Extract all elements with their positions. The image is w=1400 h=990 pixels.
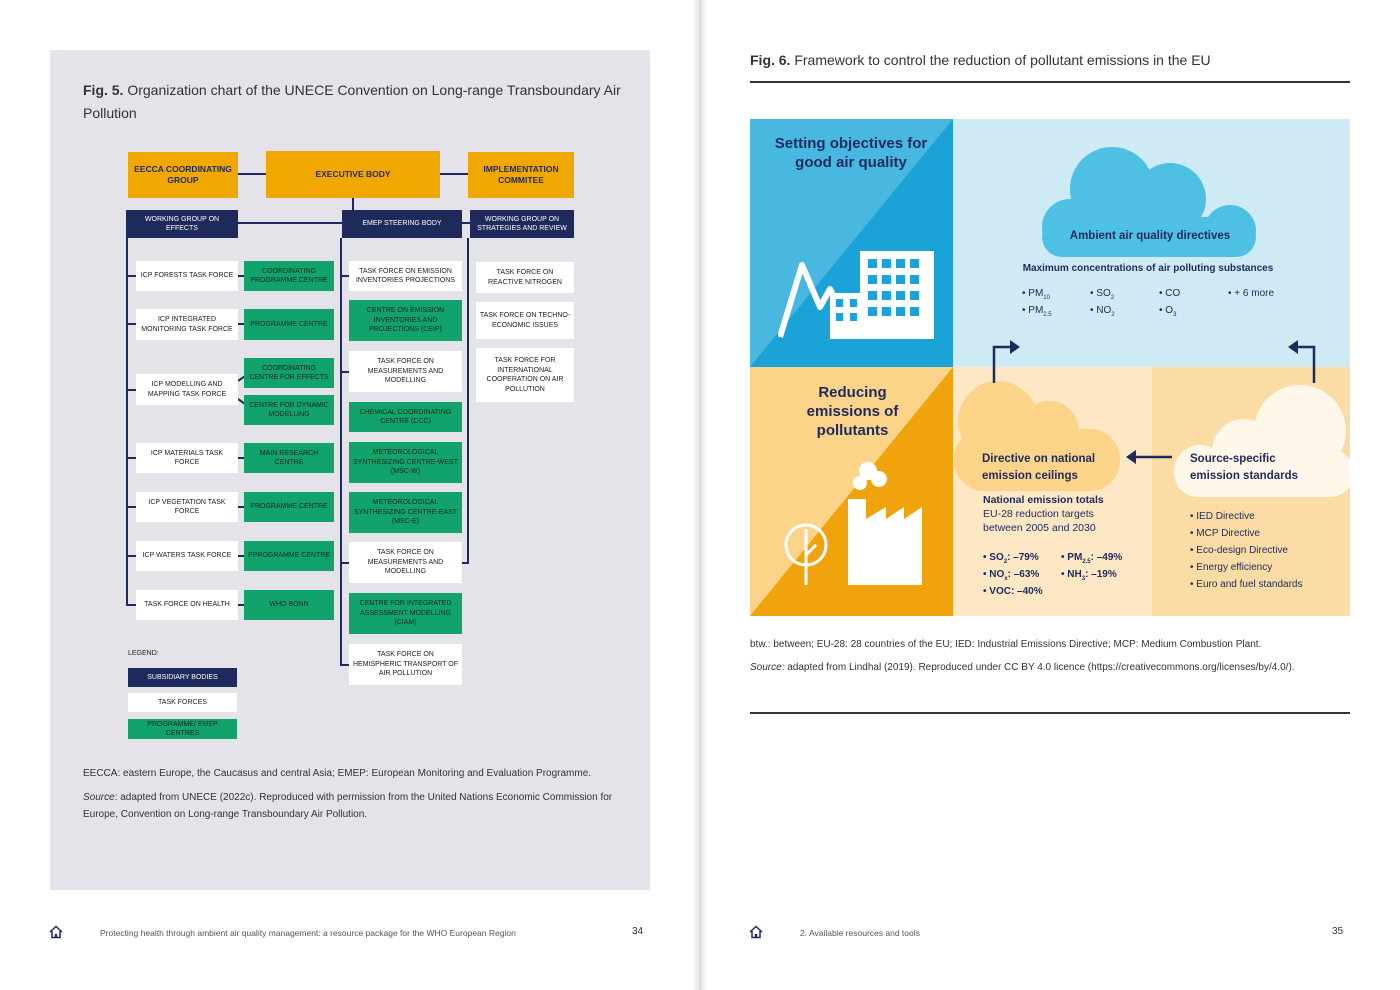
target-pm25: • $PM_{2.5}$: –49% bbox=[1061, 552, 1123, 565]
connector-line bbox=[462, 562, 469, 564]
pollutant-sub: 2.5 bbox=[1043, 312, 1052, 318]
figure-5-caption: Organization chart of the UNECE Convention on Long-range Transboundary Air Pollution bbox=[83, 82, 621, 121]
standard-text: Euro and fuel standards bbox=[1196, 579, 1303, 590]
connector-line bbox=[340, 664, 349, 666]
task-force-box: ICP MODELLING AND MAPPING TASK FORCE bbox=[136, 374, 238, 405]
standard-item: • MCP Directive bbox=[1190, 528, 1260, 539]
implementation-committee-box: IMPLEMENTATION COMMITEE bbox=[468, 152, 574, 198]
standard-item: • Energy efficiency bbox=[1190, 562, 1273, 573]
working-group-on-effects-box: WORKING GROUP ON EFFECTS bbox=[126, 210, 238, 238]
standard-text: MCP Directive bbox=[1196, 528, 1260, 539]
target-text: PM bbox=[1067, 552, 1083, 563]
standard-item: • Eco-design Directive bbox=[1190, 545, 1288, 556]
left-page-number: 34 bbox=[632, 926, 644, 937]
programme-centre-box: COORDINATING CENTRE FOR EFFECTS bbox=[244, 358, 334, 388]
programme-centre-box: PPROGRAMME CENTRE bbox=[244, 541, 334, 571]
connector-line bbox=[126, 604, 136, 606]
source-specific-label: Source-specific emission standards bbox=[1190, 453, 1299, 482]
home-icon[interactable] bbox=[749, 925, 763, 939]
pollutant-text: SO bbox=[1096, 288, 1111, 299]
ambient-directives-label: Ambient air quality directives bbox=[1069, 230, 1231, 242]
task-force-box: ICP INTEGRATED MONITORING TASK FORCE bbox=[136, 309, 238, 340]
top-rule bbox=[750, 81, 1350, 83]
pollutant-text: CO bbox=[1165, 288, 1181, 299]
connector-line bbox=[462, 222, 470, 224]
connector-line bbox=[126, 238, 128, 606]
arrow-icon bbox=[1124, 447, 1174, 467]
pollutant-sub: 2 bbox=[1111, 312, 1115, 318]
pollutant-pm10: • $PM_{10}$ bbox=[1022, 288, 1050, 301]
executive-body-box: EXECUTIVE BODY bbox=[266, 151, 440, 198]
task-force-box: ICP WATERS TASK FORCE bbox=[136, 541, 238, 571]
figure-6-title bbox=[750, 49, 1350, 72]
left-footer-text: Protecting health through ambient air quality management: a resource package for the WHO European Region bbox=[100, 928, 516, 938]
programme-centre-box: COORDINATING PROGRAMME CENTRE bbox=[244, 261, 334, 291]
eecca-coordinating-group-box: EECCA COORDINATING GROUP bbox=[128, 152, 238, 198]
wgsr-task-force-box: TASK FORCE ON REACTIVE NITROGEN bbox=[476, 262, 574, 293]
max-concentrations-label: Maximum concentrations of air polluting substances bbox=[1022, 263, 1274, 274]
pollutant-sub: 10 bbox=[1043, 295, 1050, 301]
target-nox: • $NO_x$: –63% bbox=[983, 569, 1040, 582]
connector-line bbox=[126, 323, 136, 325]
target-sub: 3 bbox=[1081, 576, 1086, 582]
legend-task-forces: TASK FORCES bbox=[128, 693, 237, 712]
pollutant-more: • + 6 more bbox=[1228, 288, 1275, 299]
target-sub: 2.5 bbox=[1082, 559, 1091, 565]
pollutant-text: PM bbox=[1028, 305, 1044, 316]
figure-6-label: Fig. 6. bbox=[750, 52, 791, 68]
emep-item-box: TASK FORCE ON MEASUREMENTS AND MODELLING bbox=[349, 542, 462, 583]
wgsr-task-force-box: TASK FORCE FOR INTERNATIONAL COOPERATION ON AIR POLLUTION bbox=[476, 348, 574, 402]
task-force-box: ICP FORESTS TASK FORCE bbox=[136, 261, 238, 291]
national-ceilings-label: Directive on national emission ceilings bbox=[982, 453, 1096, 482]
source-text: : adapted from UNECE (2022c). Reproduced with permission from the United Nations Economic Commission for Europe, Convention on Long-range Transboundary Air Pollution. bbox=[83, 792, 613, 820]
legend-subsidiary-bodies: SUBSIDIARY BODIES bbox=[128, 668, 237, 687]
target-text: VOC: –40% bbox=[989, 586, 1043, 597]
emep-item-box: TASK FORCE ON EMISSION INVENTORIES PROJECTIONS bbox=[349, 261, 462, 291]
target-nh3: • $NH_3$: –19% bbox=[1061, 569, 1117, 582]
right-page-number: 35 bbox=[1332, 926, 1344, 937]
target-value: : –49% bbox=[1090, 552, 1123, 563]
target-text: NO bbox=[989, 569, 1005, 580]
connector-line bbox=[352, 197, 354, 211]
home-icon[interactable] bbox=[49, 925, 63, 939]
connector-line bbox=[126, 555, 136, 557]
pollutant-text: O bbox=[1165, 305, 1174, 316]
source-label: Source bbox=[83, 792, 115, 803]
connector-line bbox=[126, 275, 136, 277]
source-label: Source bbox=[750, 662, 782, 673]
national-totals-label: National emission totals bbox=[983, 494, 1104, 506]
programme-centre-box: WHO BONN bbox=[244, 590, 334, 620]
programme-centre-box: PROGRAMME CENTRE bbox=[244, 309, 334, 340]
figure-6-infographic bbox=[750, 119, 1350, 616]
city-icon bbox=[778, 247, 938, 343]
connector-line bbox=[467, 238, 469, 564]
standard-text: Eco-design Directive bbox=[1196, 545, 1288, 556]
source-text: : adapted from Lindhal (2019). Reproduced under CC BY 4.0 licence (https://creativecommons.org/licenses/by/4.0/). bbox=[781, 662, 1295, 673]
connector-line bbox=[340, 562, 349, 564]
connector-line bbox=[126, 457, 136, 459]
programme-centre-box: PROGRAMME CENTRE bbox=[244, 492, 334, 522]
emep-item-box: TASK FORCE ON MEASUREMENTS AND MODELLING bbox=[349, 351, 462, 392]
emep-item-box: CHEMICAL COORDINATING CENTRE (CCC) bbox=[349, 402, 462, 432]
book-gutter bbox=[692, 0, 708, 990]
arrow-icon bbox=[1284, 337, 1324, 385]
right-footer-text: 2. Available resources and tools bbox=[800, 928, 920, 938]
programme-centre-box: MAIN RESEARCH CENTRE bbox=[244, 443, 334, 473]
emep-item-box: METEOROLOGICAL SYNTHESIZING CENTRE-WEST (MSC-W) bbox=[349, 442, 462, 483]
pollutant-co: • CO bbox=[1159, 288, 1181, 299]
figure-6-source bbox=[750, 659, 1350, 676]
target-value: : –19% bbox=[1085, 569, 1117, 580]
target-sub: 2 bbox=[1003, 559, 1008, 565]
pollutant-text: NO bbox=[1096, 305, 1112, 316]
target-sub: x bbox=[1004, 576, 1008, 582]
pollutant-text: PM bbox=[1028, 288, 1044, 299]
figure-5-abbreviations: EECCA: eastern Europe, the Caucasus and central Asia; EMEP: European Monitoring and Evaluation Programme. bbox=[83, 768, 592, 779]
standard-text: Energy efficiency bbox=[1196, 562, 1273, 573]
target-voc: • VOC: –40% bbox=[983, 586, 1043, 597]
pollutant-so2: • $SO_2$ bbox=[1090, 288, 1115, 301]
task-force-box: ICP VEGETATION TASK FORCE bbox=[136, 492, 238, 522]
pollutant-no2: • $NO_2$ bbox=[1090, 305, 1115, 318]
factory-icon bbox=[780, 459, 930, 589]
connector-line bbox=[126, 389, 136, 391]
target-text: SO bbox=[989, 552, 1004, 563]
connector-line bbox=[440, 173, 468, 175]
legend-title: LEGEND: bbox=[128, 650, 159, 657]
figure-6-caption: Framework to control the reduction of pollutant emissions in the EU bbox=[794, 52, 1211, 68]
working-group-strategies-review-box: WORKING GROUP ON STRATEGIES AND REVIEW bbox=[470, 210, 574, 238]
target-value: : –79% bbox=[1007, 552, 1039, 563]
setting-objectives-label: Setting objectives for good air quality bbox=[774, 135, 928, 171]
arrow-icon bbox=[986, 337, 1026, 385]
pollutant-sub: 3 bbox=[1173, 312, 1177, 318]
pollutant-text: + 6 more bbox=[1234, 288, 1275, 299]
standard-text: IED Directive bbox=[1196, 511, 1255, 522]
pollutant-pm25: • $PM_{2.5}$ bbox=[1022, 305, 1052, 318]
connector-line bbox=[340, 238, 342, 665]
pollutant-sub: 2 bbox=[1110, 295, 1115, 301]
emep-steering-body-box: EMEP STEERING BODY bbox=[342, 210, 462, 238]
emep-item-box: TASK FORCE ON HEMISPHERIC TRANSPORT OF AIR POLLUTION bbox=[349, 644, 462, 685]
programme-centre-box: CENTRE FOR DYNAMIC MODELLING bbox=[244, 395, 334, 425]
task-force-box: ICP MATERIALS TASK FORCE bbox=[136, 443, 238, 473]
figure-6-abbreviations: btw.: between; EU-28: 28 countries of the EU; IED: Industrial Emissions Directive; MCP: Medium Combustion Plant. bbox=[750, 639, 1262, 650]
target-value: : –63% bbox=[1007, 569, 1040, 580]
wgsr-task-force-box: TASK FORCE ON TECHNO-ECONOMIC ISSUES bbox=[476, 302, 574, 339]
reducing-emissions-label: Reducing emissions of pollutants bbox=[806, 384, 899, 439]
connector-line bbox=[126, 506, 136, 508]
connector-line bbox=[238, 222, 342, 224]
standard-item: • IED Directive bbox=[1190, 511, 1255, 522]
emep-item-box: CENTRE ON EMISSION INVENTORIES AND PROJECTIONS (CEIP) bbox=[349, 300, 462, 341]
connector-line bbox=[340, 275, 349, 277]
pollutant-o3: • $O_3$ bbox=[1159, 305, 1177, 318]
connector-line bbox=[238, 173, 266, 175]
emep-item-box: METEOROLOGICAL SYNTHESIZING CENTRE-EAST (MSC-E) bbox=[349, 492, 462, 533]
figure-5-source bbox=[83, 789, 623, 823]
connector-line bbox=[340, 371, 349, 373]
emep-item-box: CENTRE FOR INTEGRATED ASSESSMENT MODELLING (CIAM) bbox=[349, 593, 462, 634]
standard-item: • Euro and fuel standards bbox=[1190, 579, 1303, 590]
task-force-box: TASK FORCE ON HEALTH bbox=[136, 590, 238, 620]
legend-centres: PROGRAMME/ EMEP CENTRES bbox=[128, 719, 237, 739]
target-text: NH bbox=[1067, 569, 1082, 580]
reduction-targets-label: EU-28 reduction targets between 2005 and 2030 bbox=[983, 508, 1096, 534]
figure-5-title bbox=[83, 79, 623, 125]
bottom-rule bbox=[750, 712, 1350, 714]
target-so2: • $SO_2$: –79% bbox=[983, 552, 1039, 565]
figure-5-label: Fig. 5. bbox=[83, 82, 124, 98]
